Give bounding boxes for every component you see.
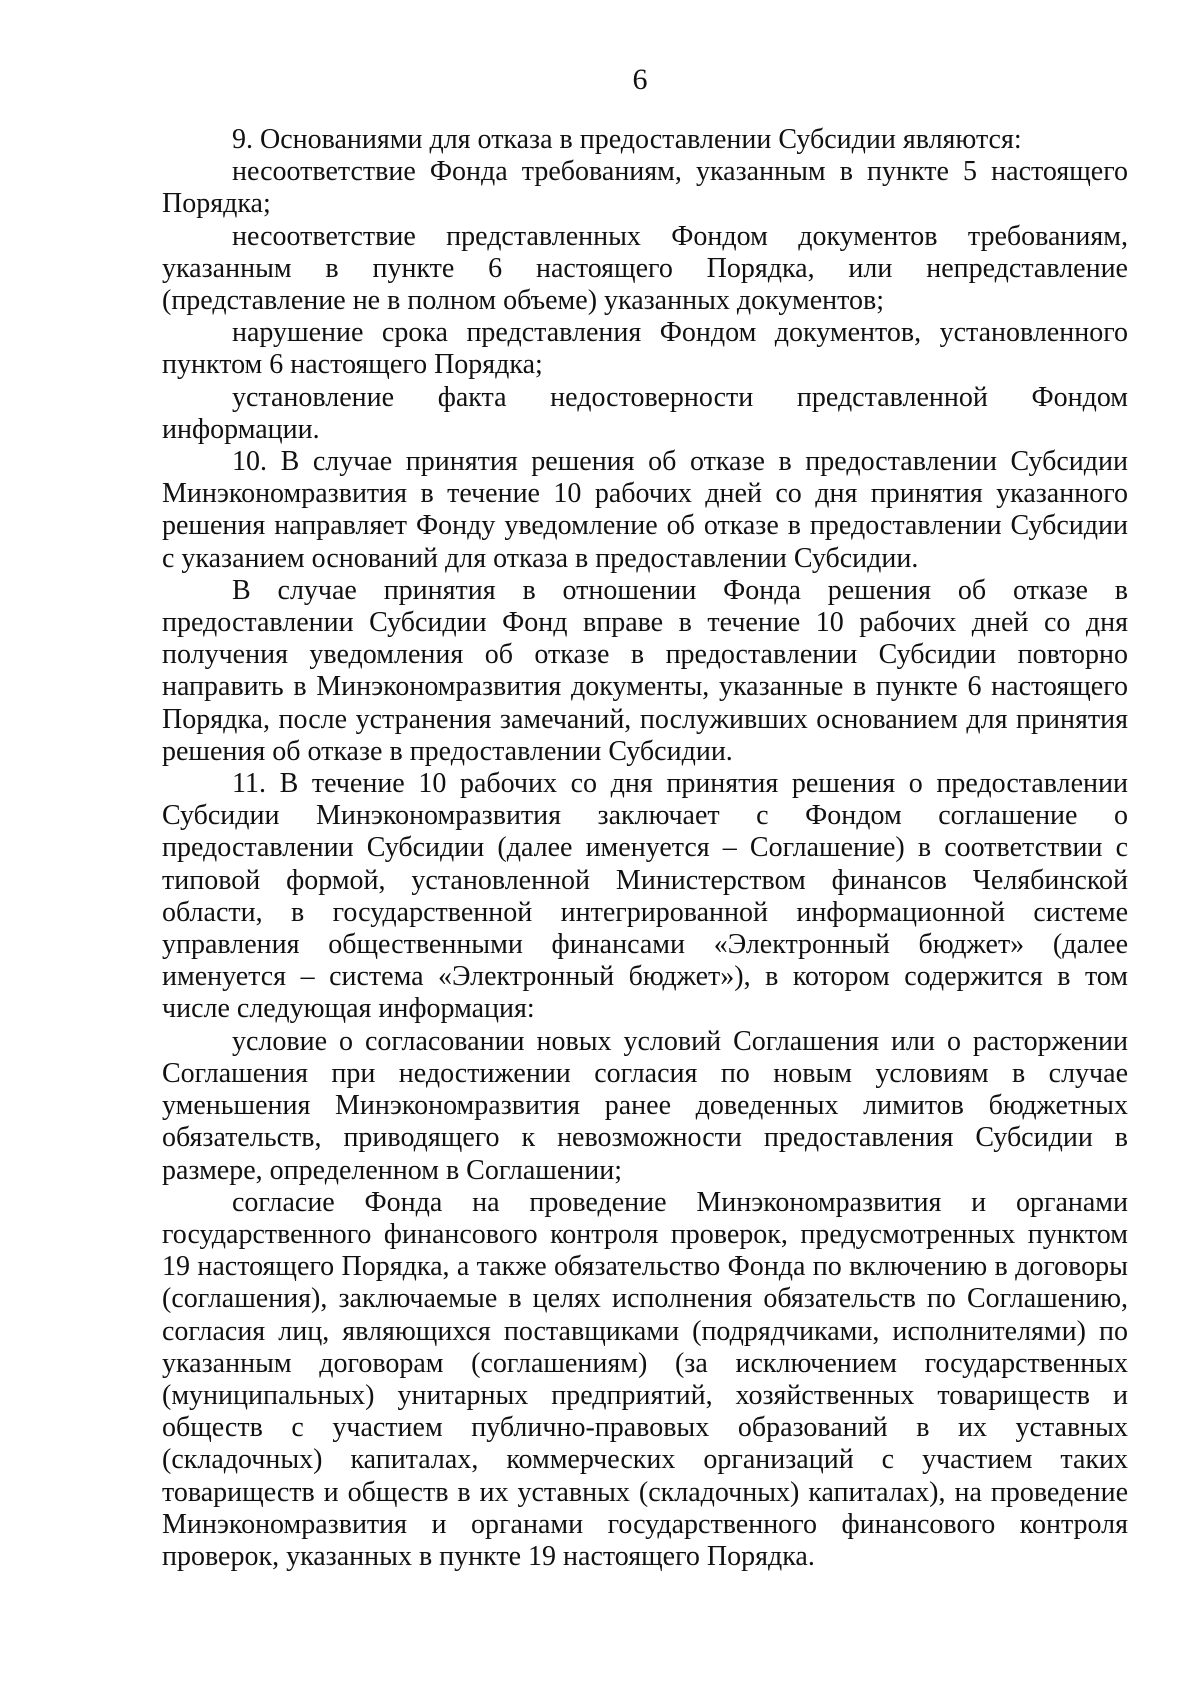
paragraph-11-item-1: условие о согласовании новых условий Соглашения или о расторжении Соглашения при недостижении согласия по новым условиям в случае уменьшения Минэкономразвития ранее доведенных лимитов бюджетных обязательств, приводящего к невозможности предоставления Субсидии в размере, определенном в Соглашении;: [162, 1025, 1128, 1186]
paragraph-9-item-4: установление факта недостоверности представленной Фондом информации.: [162, 381, 1128, 445]
paragraph-10-continuation: В случае принятия в отношении Фонда решения об отказе в предоставлении Субсидии Фонд вправе в течение 10 рабочих дней со дня получения уведомления об отказе в предоставлении Субсидии повторно направить в Минэкономразвития документы, указанные в пункте 6 настоящего Порядка, после устранения замечаний, послуживших основанием для принятия решения об отказе в предоставлении Субсидии.: [162, 574, 1128, 767]
paragraph-9-item-1: несоответствие Фонда требованиям, указанным в пункте 5 настоящего Порядка;: [162, 156, 1128, 220]
paragraph-11: 11. В течение 10 рабочих со дня принятия решения о предоставлении Субсидии Минэкономразвития заключает с Фондом соглашение о предоставлении Субсидии (далее именуется – Соглашение) в соответствии с типовой формой, установленной Министерством финансов Челябинской области, в государственной интегрированной информационной системе управления общественными финансами «Электронный бюджет» (далее именуется – система «Электронный бюджет»), в котором содержится в том числе следующая информация:: [162, 768, 1128, 1025]
paragraph-9-item-3: нарушение срока представления Фондом документов, установленного пунктом 6 настоящего Порядка;: [162, 317, 1128, 381]
paragraph-9-intro: 9. Основаниями для отказа в предоставлении Субсидии являются:: [232, 124, 1022, 155]
paragraph-10: 10. В случае принятия решения об отказе в предоставлении Субсидии Минэкономразвития в течение 10 рабочих дней со дня принятия указанного решения направляет Фонду уведомление об отказе в предоставлении Субсидии с указанием оснований для отказа в предоставлении Субсидии.: [162, 446, 1128, 574]
paragraph-11-item-2: согласие Фонда на проведение Минэкономразвития и органами государственного финансового контроля проверок, предусмотренных пунктом 19 настоящего Порядка, а также обязательство Фонда по включению в договоры (соглашения), заключаемые в целях исполнения обязательств по Соглашению, согласия лиц, являющихся поставщиками (подрядчиками, исполнителями) по указанным договорам (соглашениям) (за исключением государственных (муниципальных) унитарных предприятий, хозяйственных товариществ и обществ с участием публично-правовых образований в их уставных (складочных) капиталах, коммерческих организаций с участием таких товариществ и обществ в их уставных (складочных) капиталах), на проведение Минэкономразвития и органами государственного финансового контроля проверок, указанных в пункте 19 настоящего Порядка.: [162, 1186, 1128, 1572]
paragraph-9-item-2: несоответствие представленных Фондом документов требованиям, указанным в пункте 6 настоящего Порядка, или непредставление (представление не в полном объеме) указанных документов;: [162, 220, 1128, 317]
document-body: [162, 124, 1128, 1573]
page-number: 6: [632, 63, 648, 96]
